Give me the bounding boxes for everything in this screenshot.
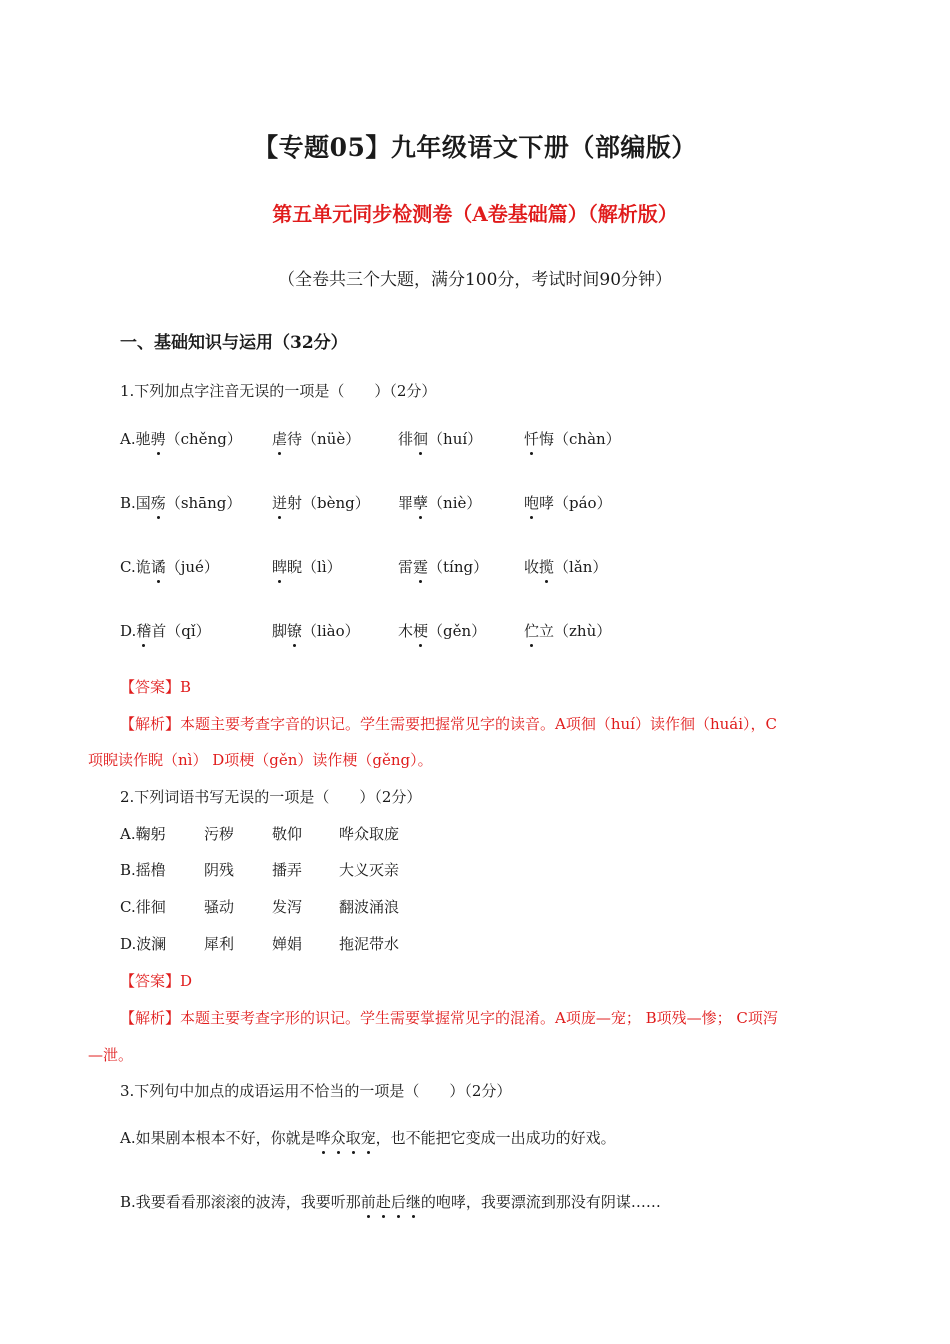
question-3-stem: 3.下列句中加点的成语运用不恰当的一项是（ ）（2分）: [120, 1082, 512, 1100]
dotted-char: 梗: [413, 622, 429, 640]
q1-option-c-item-2: [272, 556, 342, 577]
q1-option-b-item-1: [120, 492, 241, 513]
question-3-option-b: [120, 1191, 661, 1212]
dotted-char: 赴: [375, 1193, 391, 1211]
exam-note: （全卷共三个大题，满分100分，考试时间90分钟）: [277, 270, 673, 290]
q2-option-b-word-2: 阴残: [204, 861, 235, 879]
q2-option-a-word-1: A.鞠躬: [120, 825, 166, 843]
q1-option-a-item-2: [272, 428, 360, 449]
option-a-text-before: A.如果剧本根本不好，你就是: [120, 1129, 316, 1147]
q2-option-c-word-1: C.徘徊: [120, 898, 166, 916]
option-pinyin: 睨（lì）: [287, 558, 342, 576]
option-text: 徘: [398, 430, 414, 448]
q1-option-d-item-3: [398, 620, 486, 641]
q1-option-a-item-4: [524, 428, 621, 449]
dotted-char: 迸: [272, 494, 288, 512]
option-b-text-before: B.我要看看那滚滚的波涛，我要听那: [120, 1193, 361, 1211]
option-pinyin: 待（nüè）: [287, 430, 361, 448]
option-pinyin: 悔（chàn）: [539, 430, 621, 448]
dotted-char: 忏: [524, 430, 540, 448]
q1-option-d-item-1: [120, 620, 211, 641]
q2-option-c-word-3: 发泻: [272, 898, 303, 916]
option-pinyin: （niè）: [428, 494, 482, 512]
option-pinyin: （huí）: [428, 430, 483, 448]
dotted-char: 哗: [315, 1129, 331, 1147]
question-1-analysis-line1: 【解析】本题主要考查字音的识记。学生需要把握常见字的读音。A项徊（huí）读作徊（huái），C: [120, 715, 777, 733]
question-1-analysis-line2: 项睨读作睨（nì） D项梗（gěn）读作梗（gěng）。: [88, 751, 433, 769]
dotted-char: 霆: [413, 558, 429, 576]
q2-option-a-word-3: 敬仰: [272, 825, 303, 843]
q2-option-b-word-4: 大义灭亲: [339, 861, 400, 879]
option-pinyin: 哮（páo）: [539, 494, 612, 512]
dotted-char: 咆: [524, 494, 540, 512]
dotted-char: 取: [345, 1129, 361, 1147]
dotted-char: 虐: [272, 430, 288, 448]
dotted-char: 孽: [413, 494, 429, 512]
option-pinyin: 立（zhù）: [539, 622, 612, 640]
q1-option-c-item-4: [524, 556, 607, 577]
option-text: A.驰: [120, 430, 151, 448]
option-pinyin: （chěng）: [165, 430, 242, 448]
option-pinyin: （tíng）: [428, 558, 489, 576]
option-pinyin: 射（bèng）: [287, 494, 370, 512]
q1-option-d-item-2: [272, 620, 360, 641]
option-text: D.: [120, 622, 137, 640]
q2-option-b-word-1: B.摇橹: [120, 861, 166, 879]
option-pinyin: （jué）: [165, 558, 219, 576]
q2-option-c-word-2: 骚动: [204, 898, 235, 916]
option-pinyin: （lǎn）: [554, 558, 608, 576]
dotted-char: 前: [360, 1193, 376, 1211]
q2-option-a-word-4: 哗众取庞: [339, 825, 400, 843]
section-heading: 一、基础知识与运用（32分）: [120, 333, 348, 353]
dotted-char: 徊: [413, 430, 429, 448]
q1-option-c-item-1: [120, 556, 219, 577]
dotted-char: 众: [330, 1129, 346, 1147]
q1-option-b-item-2: [272, 492, 370, 513]
option-a-text-after: ，也不能把它变成一出成功的好戏。: [375, 1129, 616, 1147]
document-title: 【专题05】九年级语文下册（部编版）: [253, 133, 697, 162]
dotted-char: 揽: [539, 558, 555, 576]
q2-option-d-word-4: 拖泥带水: [339, 935, 400, 953]
q1-option-a-item-1: [120, 428, 242, 449]
document-subtitle: 第五单元同步检测卷（A卷基础篇）（解析版）: [272, 202, 678, 226]
option-text: 收: [524, 558, 540, 576]
dotted-char: 睥: [272, 558, 288, 576]
dotted-char: 继: [405, 1193, 421, 1211]
dotted-char: 谲: [150, 558, 166, 576]
dotted-char: 镣: [287, 622, 303, 640]
option-text: 罪: [398, 494, 414, 512]
q2-option-d-word-2: 犀利: [204, 935, 235, 953]
q1-option-d-item-4: [524, 620, 611, 641]
question-1-stem: 1.下列加点字注音无误的一项是（ ）（2分）: [120, 382, 437, 400]
q2-option-a-word-2: 污秽: [204, 825, 235, 843]
dotted-char: 稽: [136, 622, 152, 640]
question-2-answer: 【答案】D: [120, 972, 193, 990]
q1-option-b-item-4: [524, 492, 612, 513]
q2-option-c-word-4: 翻波涌浪: [339, 898, 400, 916]
option-pinyin: （liào）: [302, 622, 360, 640]
q2-option-b-word-3: 播弄: [272, 861, 303, 879]
question-2-analysis-line2: —泄。: [88, 1046, 134, 1064]
dotted-char: 宠: [360, 1129, 376, 1147]
q1-option-a-item-3: [398, 428, 482, 449]
option-text: 脚: [272, 622, 288, 640]
option-b-text-after: 的咆哮，我要漂流到那没有阴谋……: [420, 1193, 661, 1211]
option-pinyin: （shāng）: [165, 494, 242, 512]
q1-option-c-item-3: [398, 556, 488, 577]
dotted-char: 伫: [524, 622, 540, 640]
question-2-stem: 2.下列词语书写无误的一项是（ ）（2分）: [120, 788, 422, 806]
question-1-answer: 【答案】B: [120, 678, 192, 696]
option-pinyin: （gěn）: [428, 622, 487, 640]
question-3-option-a: [120, 1127, 616, 1148]
q2-option-d-word-1: D.波澜: [120, 935, 167, 953]
q1-option-b-item-3: [398, 492, 481, 513]
dotted-char: 殇: [150, 494, 166, 512]
option-text: B.国: [120, 494, 151, 512]
option-pinyin: 首（qǐ）: [151, 622, 211, 640]
option-text: C.诡: [120, 558, 151, 576]
option-text: 雷: [398, 558, 414, 576]
dotted-char: 骋: [150, 430, 166, 448]
option-text: 木: [398, 622, 414, 640]
q2-option-d-word-3: 婵娟: [272, 935, 303, 953]
question-2-analysis-line1: 【解析】本题主要考查字形的识记。学生需要掌握常见字的混淆。A项庞—宠； B项残—惨； C项泻: [120, 1009, 778, 1027]
dotted-char: 后: [390, 1193, 406, 1211]
